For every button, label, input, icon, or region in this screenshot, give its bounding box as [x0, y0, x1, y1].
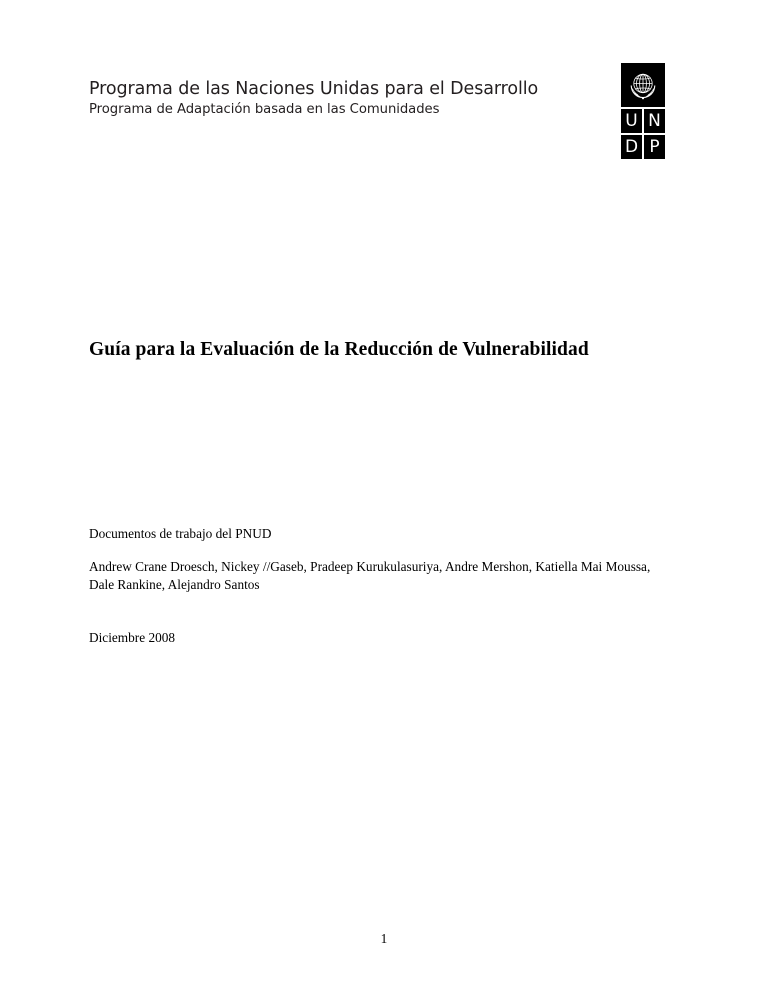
organization-name: Programa de las Naciones Unidas para el Desarrollo	[89, 79, 539, 99]
logo-letter-p: P	[644, 135, 665, 159]
undp-letter-grid	[621, 109, 665, 159]
document-title: Guía para la Evaluación de la Reducción de Vulnerabilidad	[89, 339, 589, 361]
undp-logo	[621, 63, 665, 159]
publication-date: Diciembre 2008	[89, 630, 176, 645]
series-label: Documentos de trabajo del PNUD	[89, 526, 272, 541]
logo-letter-n: N	[644, 109, 665, 133]
authors-list: Andrew Crane Droesch, Nickey //Gaseb, Pradeep Kurukulasuriya, Andre Mershon, Katiella Mai Moussa, Dale Rankine, Alejandro Santos	[89, 559, 651, 592]
logo-letter-d: D	[621, 135, 642, 159]
logo-letter-u: U	[621, 109, 642, 133]
programme-name: Programa de Adaptación basada en las Comunidades	[89, 102, 440, 117]
document-header	[89, 78, 609, 119]
page-number: 1	[380, 931, 388, 946]
un-globe-emblem-icon	[621, 63, 665, 107]
